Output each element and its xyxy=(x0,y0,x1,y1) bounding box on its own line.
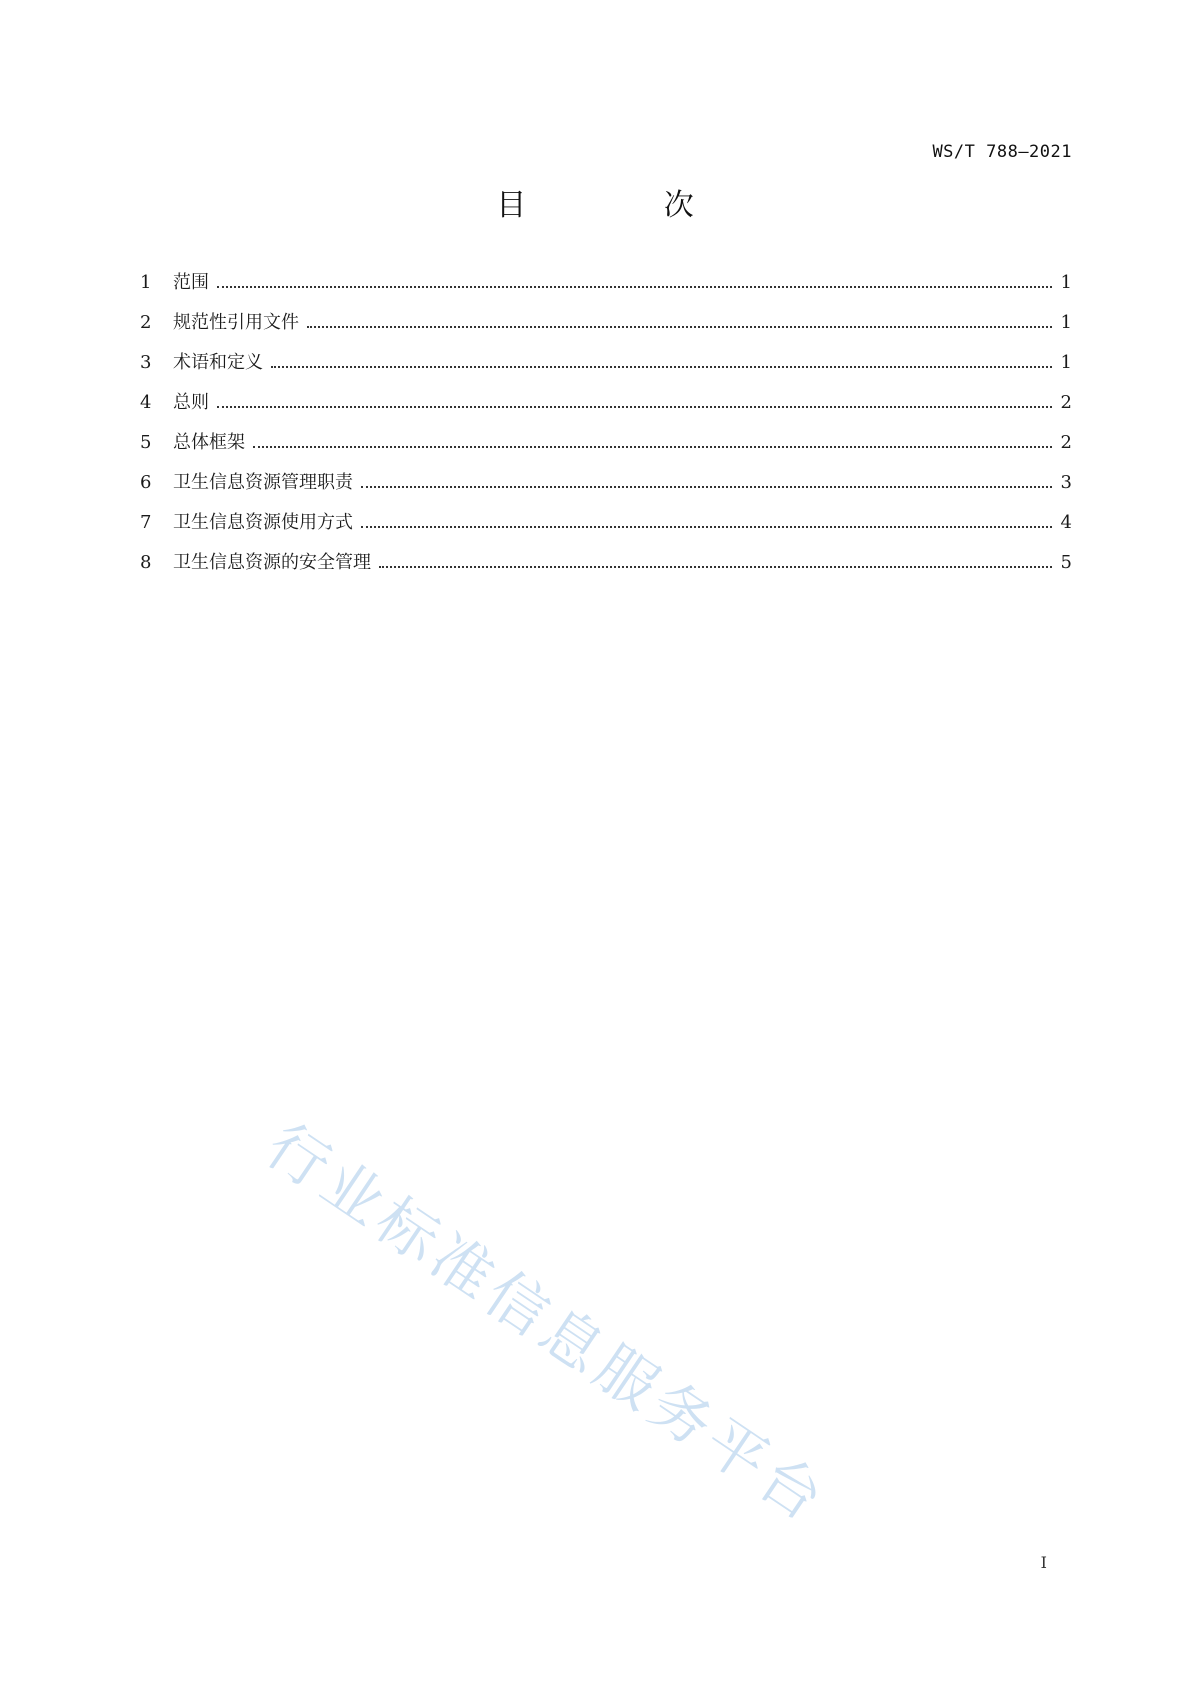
toc-entry-number: 3 xyxy=(140,352,152,373)
toc-dot-leader xyxy=(271,365,1052,368)
toc-entry-title: 卫生信息资源使用方式 xyxy=(173,512,353,533)
toc-entry[interactable] xyxy=(140,428,1072,468)
toc-entry-number: 5 xyxy=(140,432,152,453)
toc-entry-page: 1 xyxy=(1060,312,1072,333)
toc-entry-number: 6 xyxy=(140,472,152,493)
standard-code: WS/T 788—2021 xyxy=(932,142,1072,162)
toc-entry-page: 1 xyxy=(1060,272,1072,293)
toc-dot-leader xyxy=(217,405,1052,408)
watermark: 行业标准信息服务平台 xyxy=(253,1110,840,1538)
toc-dot-leader xyxy=(217,285,1052,288)
toc-entry[interactable] xyxy=(140,548,1072,588)
toc-entry[interactable] xyxy=(140,468,1072,508)
toc-dot-leader xyxy=(361,525,1052,528)
toc-entry-title: 总体框架 xyxy=(173,432,245,453)
toc-dot-leader xyxy=(361,485,1052,488)
toc-entry-page: 2 xyxy=(1060,432,1072,453)
toc-entry-number: 7 xyxy=(140,512,152,533)
toc-entry-page: 3 xyxy=(1060,472,1072,493)
toc-entry-title: 术语和定义 xyxy=(173,352,263,373)
toc-entry-title: 范围 xyxy=(173,272,209,293)
toc-entry-title: 规范性引用文件 xyxy=(173,312,299,333)
table-of-contents xyxy=(140,268,1072,588)
toc-entry-title: 卫生信息资源管理职责 xyxy=(173,472,353,493)
toc-entry-number: 1 xyxy=(140,272,152,293)
toc-entry-page: 1 xyxy=(1060,352,1072,373)
toc-entry-number: 4 xyxy=(140,392,152,413)
toc-entry-title: 总则 xyxy=(173,392,209,413)
toc-entry[interactable] xyxy=(140,268,1072,308)
page-number: I xyxy=(1040,1553,1047,1572)
toc-entry-page: 4 xyxy=(1060,512,1072,533)
toc-dot-leader xyxy=(379,565,1052,568)
toc-entry[interactable] xyxy=(140,508,1072,548)
toc-entry[interactable] xyxy=(140,308,1072,348)
toc-entry-page: 5 xyxy=(1060,552,1072,573)
toc-entry-title: 卫生信息资源的安全管理 xyxy=(173,552,371,573)
toc-dot-leader xyxy=(253,445,1052,448)
toc-dot-leader xyxy=(307,325,1052,328)
toc-entry-number: 2 xyxy=(140,312,152,333)
toc-entry[interactable] xyxy=(140,388,1072,428)
page-title: 目 次 xyxy=(496,188,758,223)
toc-entry-page: 2 xyxy=(1060,392,1072,413)
toc-entry[interactable] xyxy=(140,348,1072,388)
toc-entry-number: 8 xyxy=(140,552,152,573)
